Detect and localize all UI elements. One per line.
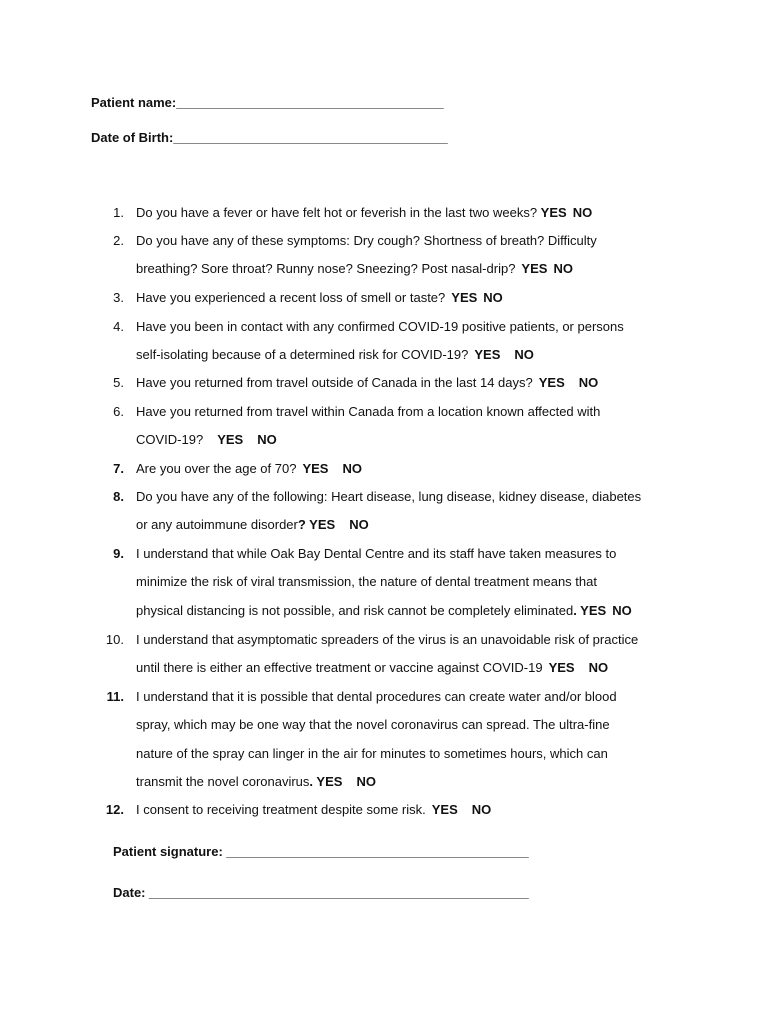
no-option[interactable]: NO [553,261,573,277]
patient-name-field[interactable] [91,95,443,110]
question-text: I understand that it is possible that dental procedures can create water and/or blood [136,689,617,704]
question-number: 12. [105,802,124,817]
no-option[interactable]: NO [514,347,534,363]
question-text: Do you have any of these symptoms: Dry cough? Shortness of breath? Difficulty [136,233,597,248]
question-text: Do you have any of the following: Heart disease, lung disease, kidney disease, diabetes [136,489,642,504]
yes-option[interactable]: YES [217,432,244,448]
yes-option[interactable]: YES [521,261,548,277]
question-text: spray, which may be one way that the novel coronavirus can spread. The ultra-fine [136,717,610,733]
question-text: breathing? Sore throat? Runny nose? Sneezing? Post nasal-drip? [136,261,516,277]
no-option[interactable]: NO [588,660,609,676]
date-field[interactable] [113,885,529,900]
question-number: 3. [113,290,124,305]
date-of-birth-field[interactable] [91,130,448,145]
question-number: 5. [113,375,124,390]
no-option[interactable]: NO [612,602,632,618]
date-line[interactable]: ______________________________________________________ [145,885,529,900]
no-option[interactable]: NO [471,802,492,817]
question-text: physical distancing is not possible, and risk cannot be completely eliminated [136,602,574,618]
patient-signature-field[interactable] [113,844,529,859]
yes-option[interactable]: YES [302,461,329,476]
yes-option[interactable]: YES [451,290,478,305]
question-text: I consent to receiving treatment despite some risk. [136,802,426,817]
patient-signature-label: Patient signature: [113,844,223,859]
date-label: Date: [113,885,146,900]
question-text: nature of the spray can linger in the air for minutes to sometimes hours, which can [136,745,608,761]
date-of-birth-line[interactable]: _______________________________________ [173,130,448,145]
question-text: Have you returned from travel within Canada from a location known affected with [136,404,601,419]
question-text: I understand that asymptomatic spreaders of the virus is an unavoidable risk of practice [136,632,639,647]
question-number: 2. [113,233,124,248]
question-number: 1. [113,205,124,220]
date-of-birth-label: Date of Birth: [91,130,174,145]
no-option[interactable]: NO [342,461,362,476]
question-number: 4. [113,319,124,334]
patient-signature-line[interactable]: ___________________________________________ [222,844,529,859]
yes-option[interactable]: ? YES [297,517,336,533]
yes-option[interactable]: YES [548,660,575,676]
yes-option[interactable]: YES [540,205,567,220]
question-text: minimize the risk of viral transmission, the nature of dental treatment means that [136,574,597,590]
question-number: 10. [105,632,124,647]
yes-option[interactable]: YES [431,802,458,817]
question-number: 8. [113,489,124,504]
no-option[interactable]: NO [578,375,599,390]
question-text: self-isolating because of a determined risk for COVID-19? [136,347,469,363]
no-option[interactable]: NO [483,290,503,305]
question-text: Have you returned from travel outside of Canada in the last 14 days? [136,375,533,390]
no-option[interactable]: NO [349,517,369,533]
question-text: COVID-19? [136,432,204,448]
question-text: Are you over the age of 70? [136,461,297,476]
patient-name-line[interactable]: ______________________________________ [176,95,444,110]
yes-option[interactable]: . YES [573,602,607,618]
yes-option[interactable]: YES [538,375,565,390]
question-text: until there is either an effective treatment or vaccine against COVID-19 [136,660,543,676]
no-option[interactable]: NO [572,205,593,220]
question-text: or any autoimmune disorder [136,517,298,533]
question-number: 6. [113,404,124,419]
question-number: 7. [113,461,124,476]
question-text: Do you have a fever or have felt hot or feverish in the last two weeks? [136,205,538,220]
question-text: Have you been in contact with any confirmed COVID-19 positive patients, or persons [136,319,624,334]
no-option[interactable]: NO [356,774,376,790]
question-text: transmit the novel coronavirus [136,774,310,790]
question-text: Have you experienced a recent loss of smell or taste? [136,290,446,305]
yes-option[interactable]: . YES [309,774,343,790]
no-option[interactable]: NO [257,432,277,448]
question-text: I understand that while Oak Bay Dental Centre and its staff have taken measures to [136,546,617,561]
question-number: 11. [106,689,124,704]
yes-option[interactable]: YES [474,347,501,363]
patient-name-label: Patient name: [91,95,177,110]
question-number: 9. [113,546,124,561]
